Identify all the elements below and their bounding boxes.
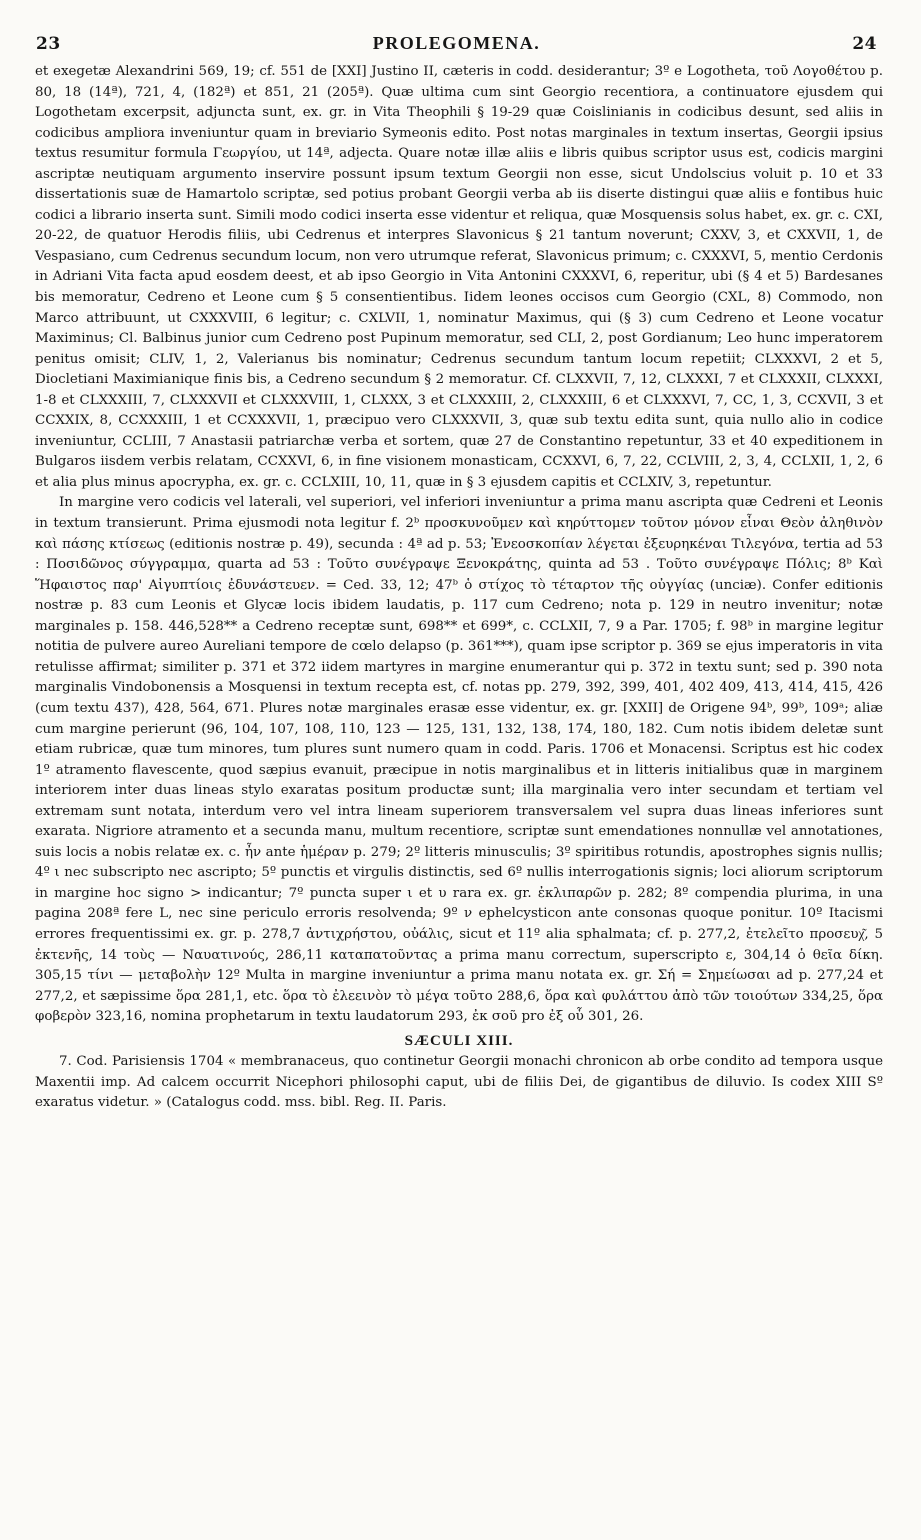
page-number-right: 24 <box>852 34 877 54</box>
body-text <box>35 62 883 1114</box>
page-number-left: 23 <box>36 34 61 54</box>
running-title: PROLEGOMENA. <box>372 33 541 53</box>
page-header <box>36 33 877 59</box>
paragraph-2: In margine vero codicis vel laterali, vel superiori, vel inferiori inveniuntur a prima manu ascripta quæ Cedreni et Leonis in textum transierunt. Prima ejusmodi nota legitur f. 2ᵇ προσκυνοῦμεν καὶ κηρύττομεν τοῦτον μόνον εἶναι Θεὸν ἀληθινὸν καὶ πάσης κτίσεως (editionis nostræ p. 49), secunda : 4ª ad p. 53; Ἐνεοσκοπίαν λέγεται ἐξευρηκέναι Τιλεγόνα, tertia ad 53 : Ποσιδῶνος σύγγραμμα, quarta ad 53 : Τοῦτο συνέγραψε Ξενοκράτης, quinta ad 53 . Τοῦτο συνέγραψε Πόλις; 8ᵇ Καὶ Ἥφαιστος παρ' Αἰγυπτίοις ἐδυνάστευεν. = Ced. 33, 12; 47ᵇ ὁ στίχος τὸ τέταρτον τῆς οὐγγίας (unciæ). Confer editionis nostræ p. 83 cum Leonis et Glycæ locis ibidem laudatis, p. 117 cum Cedreno; nota p. 129 in neutro invenitur; notæ marginales p. 158. 446,528** a Cedreno receptæ sunt, 698** et 699*, c. CCLXII, 7, 9 a Par. 1705; f. 98ᵇ in margine legitur notitia de pulvere aureo Aureliani tempore de cœlo delapso (p. 361***), quam ipse scriptor p. 369 se ejus imperatoris in vita retulisse affirmat; similiter p. 371 et 372 iidem martyres in margine enumerantur qui p. 372 in textu sunt; sed p. 390 nota marginalis Vindobonensis a Mosquensi in textum recepta est, cf. notas pp. 279, 392, 399, 401, 402 409, 413, 414, 415, 426 (cum textu 437), 428, 564, 671. Plures notæ marginales erasæ esse videntur, ex. gr. [XXII] de Origene 94ᵇ, 99ᵇ, 109ᵃ; aliæ cum margine perierunt (96, 104, 107, 108, 110, 123 — 125, 131, 132, 138, 174, 180, 182. Cum notis ibidem deletæ sunt etiam rubricæ, quæ tum minores, tum plures sunt numero quam in codd. Paris. 1706 et Monacensi. Scriptus est hic codex 1º atramento flavescente, quod sæpius evanuit, præcipue in notis marginalibus et in litteris initialibus quæ in marginem interiorem inter duas lineas stylo exaratas positum productæ sunt; illa marginalia vero inter secundam et tertiam vel extremam sunt notata, interdum vero vel intra lineam superiorem transversalem vel supra duas lineas inferiores sunt exarata. Nigriore atramento et a secunda manu, multum recentiore, scriptæ sunt emendationes nonnullæ vel annotationes, suis locis a nobis relatæ ex. c. ἦν ante ἡμέραν p. 279; 2º litteris minusculis; 3º spiritibus rotundis, apostrophes signis nullis; 4º ι nec subscripto nec ascripto; 5º punctis et virgulis distinctis, sed 6º nullis interrogationis signis; loci aliorum scriptorum in margine hoc signo > indicantur; 7º puncta super ι et υ rara ex. gr. ἐκλιπαρῶν p. 282; 8º compendia plurima, in una pagina 208ª fere L, nec sine periculo erroris resolvenda; 9º ν ephelcysticon ante consonas quoque ponitur. 10º Itacismi errores frequentissimi ex. gr. p. 278,7 ἀντιχρήστου, οὐάλις, sicut et 11º alia sphalmata; cf. p. 277,2, ἐτελεῖτο προσευχ͂, 5 ἐκτενῆς, 14 τοὺς — Ναυατινούς, 286,11 καταπατοῦντας a prima manu correctum, superscripto ε, 304,14 ὁ θεῖα δίκη. 305,15 τίνι — μεταβολὴν 12º Multa in margine inveniuntur a prima manu notata ex. gr. Σή = Σημείωσαι ad p. 277,24 et 277,2, et sæpissime ὅρα 281,1, etc. ὅρα τὸ ἐλεεινὸν τὸ μέγα τοῦτο 288,6, ὅρα καὶ φυλάττου ἀπὸ τῶν τοιούτων 334,25, ὅρα φοβερὸν 323,16, nomina prophetarum in textu laudatorum 293, ἐκ σοῦ pro ἐξ οὗ 301, 26. <box>35 495 883 1025</box>
paragraph-3: 7. Cod. Parisiensis 1704 « membranaceus, quo continetur Georgii monachi chronicon ab orbe condito ad tempora usque Maxentii imp. Ad calcem occurrit Nicephori philosophi caput, ubi de filiis Dei, de gigantibus de diluvio. Is codex XIII Sº exaratus videtur. » (Catalogus codd. mss. bibl. Reg. II. Paris. <box>35 1054 883 1111</box>
paragraph-1: et exegetæ Alexandrini 569, 19; cf. 551 de [XXI] Justino II, cæteris in codd. desiderantur; 3º e Logotheta, τοῦ Λογοθέτου p. 80, 18 (14ª), 721, 4, (182ª) et 851, 21 (205ª). Quæ ultima cum sint Georgio recentiora, a continuatore ejusdem qui Logothetam excerpsit, adjuncta sunt, ex. gr. in Vita Theophili § 19-29 quæ Coislinianis in codicibus desunt, sed aliis in codicibus ampliora inveniuntur quam in breviario Symeonis edito. Post notas marginales in textum insertas, Georgii ipsius textus resumitur formula Γεωργίου, ut 14ª, adjecta. Quare notæ illæ aliis e libris quibus scriptor usus est, codicis margini ascriptæ neutiquam argumento inservire possunt ipsum textum Georgii non esse, sicut Undolscius voluit p. 10 et 33 dissertationis suæ de Hamartolo scriptæ, sed potius probant Georgii verba ab iis diserte distingui quæ aliis e fontibus huic codici a librario inserta sunt. Simili modo codici inserta esse videntur et reliqua, quæ Mosquensis solus habet, ex. gr. c. CXI, 20-22, de quatuor Herodis filiis, ubi Cedrenus et interpres Slavonicus § 21 tantum noverunt; CXXV, 3, et CXXVII, 1, de Vespasiano, cum Cedrenus secundum locum, non vero utrumque referat, Slavonicus primum; c. CXXXVI, 5, mentio Cerdonis in Adriani Vita facta apud eosdem deest, et ab ipso Georgio in Vita Antonini CXXXVI, 6, reperitur, ubi (§ 4 et 5) Bardesanes bis memoratur, Cedreno et Leone cum § 5 consentientibus. Iidem leones occisos cum Georgio (CXL, 8) Commodo, non Marco attribuunt, ut CXXXVIII, 6 legitur; c. CXLVII, 1, nominatur Maximus, qui (§ 3) cum Cedreno et Leone vocatur Maximinus; Cl. Balbinus junior cum Cedreno post Pupinum memoratur, sed CLI, 2, post Gordianum; Leo hunc imperatorem penitus omisit; CLIV, 1, 2, Valerianus bis nominatur; Cedrenus secundum tantum locum repetiit; CLXXXVI, 2 et 5, Diocletiani Maximianique finis bis, a Cedreno secundum § 2 memoratur. Cf. CLXXVII, 7, 12, CLXXXI, 7 et CLXXXII, CLXXXI, 1-8 et CLXXXIII, 7, CLXXXVII et CLXXXVIII, 1, CLXXX, 3 et CLXXXIII, 2, CLXXXIII, 6 et CLXXXVI, 7, CC, 1, 3, CCXVII, 3 et CCXXIX, 8, CCXXXIII, 1 et CCXXXVII, 1, præcipuo vero CLXXXVII, 3, quæ sub textu edita sunt, quia nullo alio in codice inveniuntur, CCLIII, 7 Anastasii patriarchæ verba et sortem, quæ 27 de Constantino repetuntur, 33 et 40 expeditionem in Bulgaros iisdem verbis relatam, CCXXVI, 6, in fine visionem monasticam, CCXXVI, 6, 7, 22, CCLVIII, 2, 3, 4, CCLXII, 1, 2, 6 et alia plus minus apocrypha, ex. gr. c. CCLXIII, 10, 11, quæ in § 3 ejusdem capitis et CCLXIV, 3, repetuntur. <box>35 64 883 490</box>
section-heading: SÆCULI XIII. <box>404 1032 514 1049</box>
